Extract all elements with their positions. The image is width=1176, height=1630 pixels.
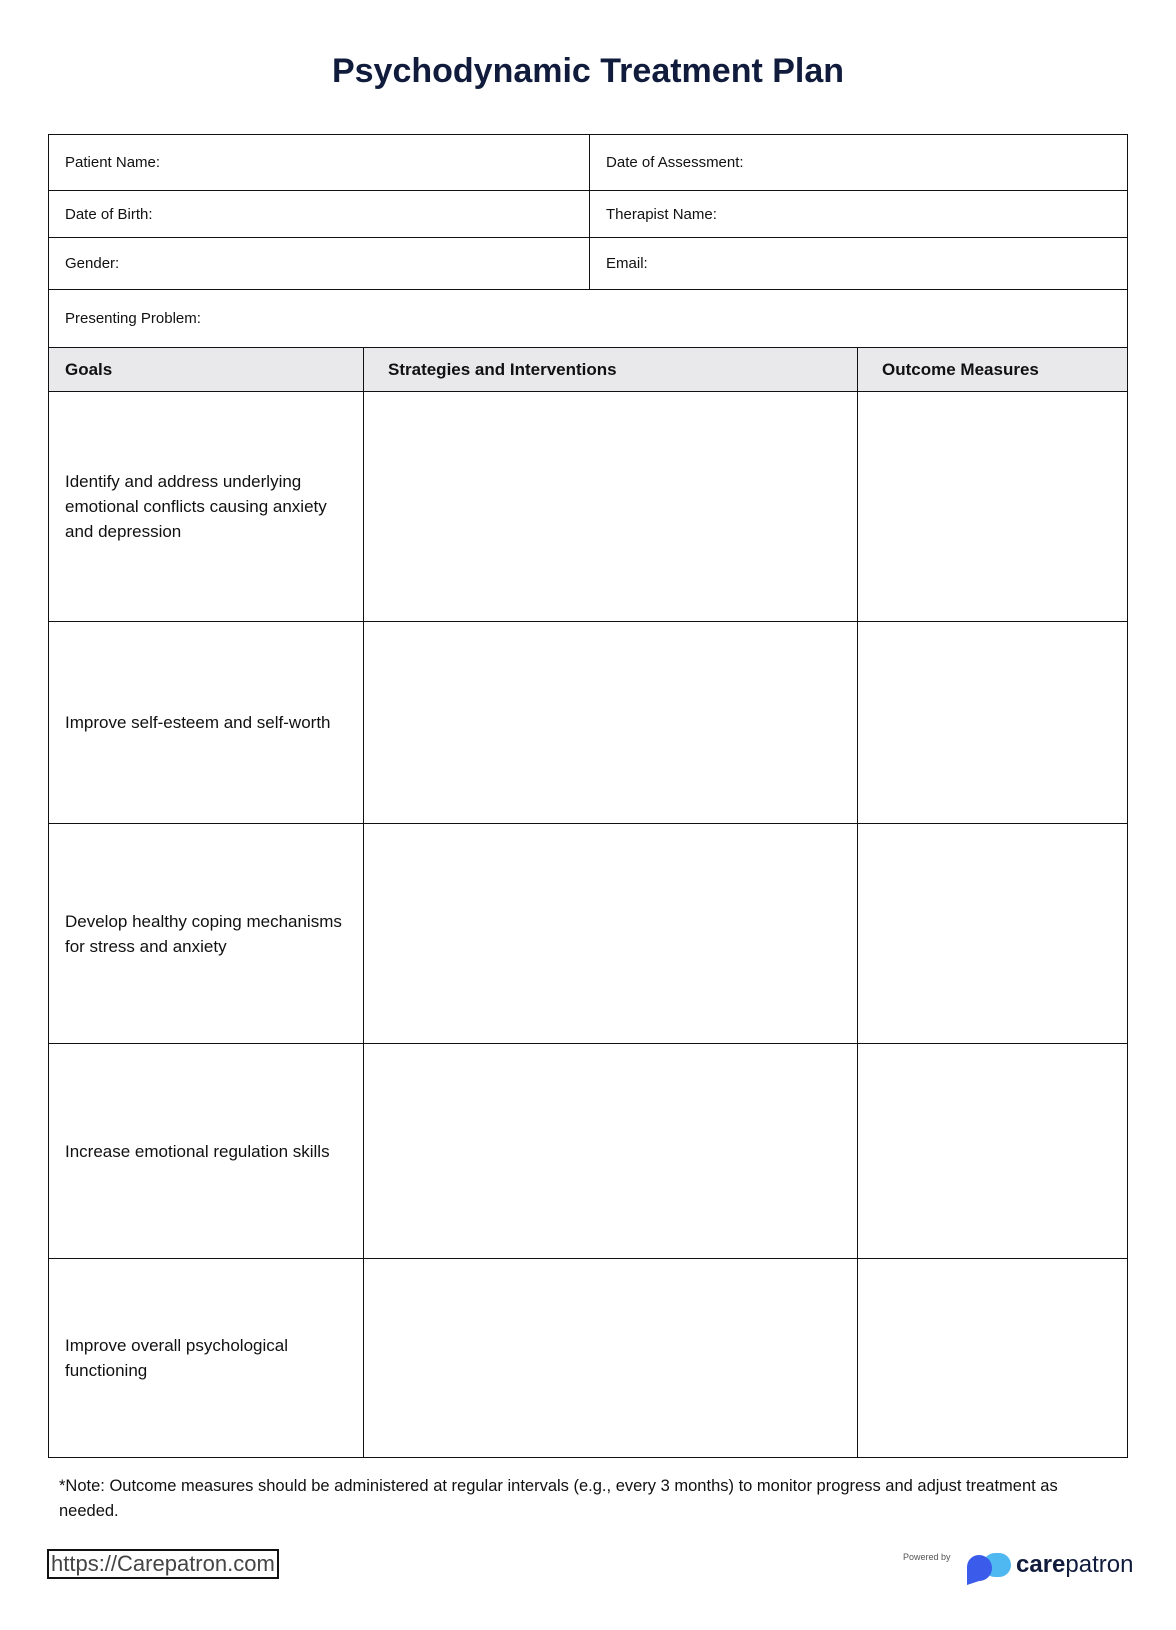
strategies-cell[interactable]	[364, 622, 858, 824]
goals-header: Goals	[49, 348, 364, 392]
therapist-name-field[interactable]: Therapist Name:	[590, 191, 1128, 238]
outcome-cell[interactable]	[858, 1259, 1128, 1458]
goal-cell: Increase emotional regulation skills	[49, 1044, 364, 1259]
strategies-header: Strategies and Interventions	[364, 348, 858, 392]
carepatron-link[interactable]: https://Carepatron.com	[47, 1549, 279, 1579]
strategies-cell[interactable]	[364, 824, 858, 1044]
goal-cell: Improve self-esteem and self-worth	[49, 622, 364, 824]
patient-name-field[interactable]: Patient Name:	[49, 135, 590, 191]
carepatron-brand: carepatron	[1016, 1551, 1134, 1578]
goal-cell: Develop healthy coping mechanisms for stress and anxiety	[49, 824, 364, 1044]
carepatron-logo-icon	[965, 1553, 1015, 1585]
outcome-cell[interactable]	[858, 824, 1128, 1044]
page-title: Psychodynamic Treatment Plan	[331, 52, 845, 90]
note-text: *Note: Outcome measures should be administered at regular intervals (e.g., every 3 months) to monitor progress and adjust treatment as needed.	[59, 1477, 1058, 1520]
date-of-birth-field[interactable]: Date of Birth:	[49, 191, 590, 238]
gender-field[interactable]: Gender:	[49, 238, 590, 290]
treatment-plan-table	[48, 134, 1128, 1458]
email-field[interactable]: Email:	[590, 238, 1128, 290]
outcome-cell[interactable]	[858, 622, 1128, 824]
outcome-cell[interactable]	[858, 392, 1128, 622]
date-of-assessment-field[interactable]: Date of Assessment:	[590, 135, 1128, 191]
goal-cell: Improve overall psychological functioning	[49, 1259, 364, 1458]
goal-cell: Identify and address underlying emotional conflicts causing anxiety and depression	[49, 392, 364, 622]
outcome-cell[interactable]	[858, 1044, 1128, 1259]
outcomes-header: Outcome Measures	[858, 348, 1128, 392]
powered-by-label: Powered by	[903, 1552, 951, 1562]
presenting-problem-field[interactable]: Presenting Problem:	[49, 290, 1128, 348]
strategies-cell[interactable]	[364, 392, 858, 622]
strategies-cell[interactable]	[364, 1044, 858, 1259]
strategies-cell[interactable]	[364, 1259, 858, 1458]
